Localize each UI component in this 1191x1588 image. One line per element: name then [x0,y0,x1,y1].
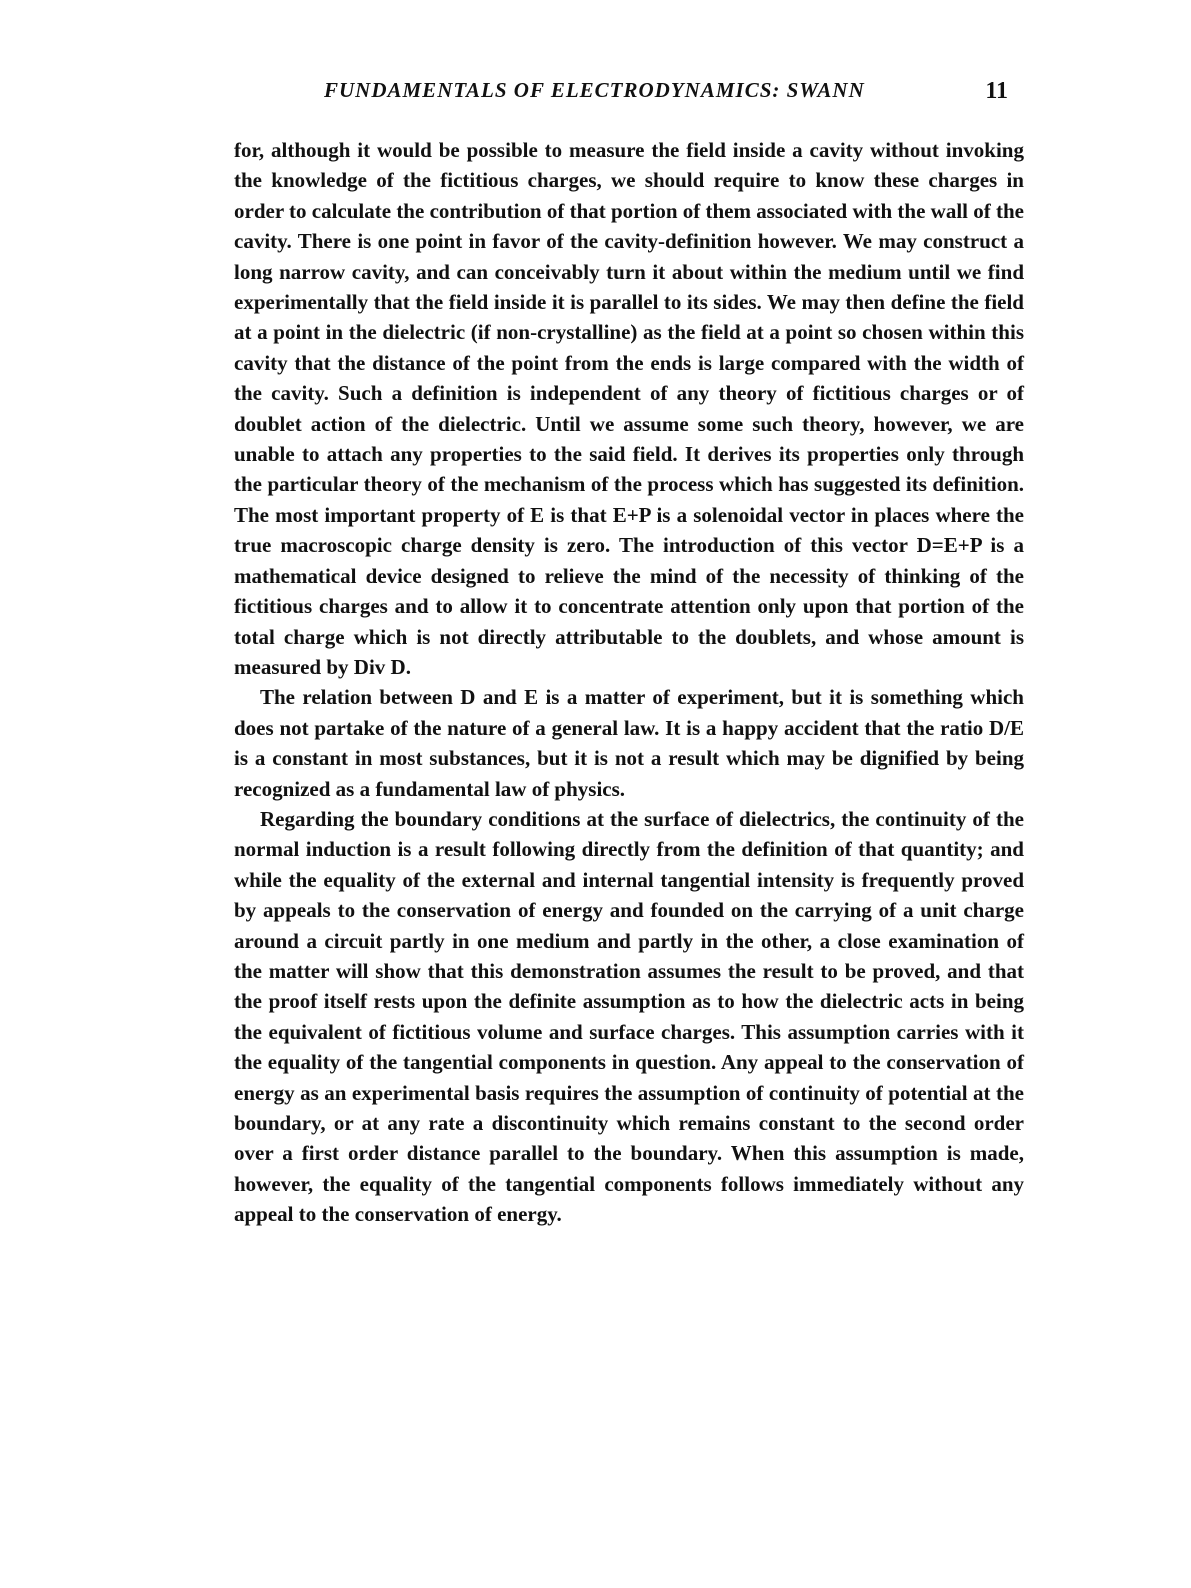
body-text [234,135,1024,1230]
paragraph-d-e-relation: The relation between D and E is a matter of experiment, but it is something which does not partake of the nature of a general law. It is a happy accident that the ratio D/E is a constant in most substances, but it is not a result which may be dignified by being recognized as a fundamental law of physics. [234,685,1024,801]
running-head [236,78,1026,112]
paragraph-continued: for, although it would be possible to measure the field inside a cavity without invoking the knowledge of the fictitious charges, we should require to know these charges in order to calculate the contribution of that portion of them associated with the wall of the cavity. There is one point in favor of the cavity-definition however. We may construct a long narrow cavity, and can conceivably turn it about within the medium until we find experimentally that the field inside it is parallel to its sides. We may then define the field at a point in the dielectric (if non-crystalline) as the field at a point so chosen within this cavity that the distance of the point from the ends is large compared with the width of the cavity. Such a definition is independent of any theory of fictitious charges or of doublet action of the dielectric. Until we assume some such theory, however, we are unable to attach any properties to the said field. It derives its properties only through the particular theory of the mechanism of the process which has suggested its definition. The most important property of E is that E+P is a solenoidal vector in places where the true macroscopic charge density is zero. The introduction of this vector D=E+P is a mathematical device designed to relieve the mind of the necessity of thinking of the fictitious charges and to allow it to concentrate attention only upon that portion of the total charge which is not directly attributable to the doublets, and whose amount is measured by Div D. [234,138,1024,679]
running-title: FUNDAMENTALS OF ELECTRODYNAMICS: SWANN [324,78,865,102]
page-number: 11 [985,78,1008,104]
paragraph-boundary-conditions: Regarding the boundary conditions at the surface of dielectrics, the continuity of the normal induction is a result following directly from the definition of that quantity; and while the equality of the external and internal tangential intensity is frequently proved by appeals to the conservation of energy and founded on the carrying of a unit charge around a circuit partly in one medium and partly in the other, a close examination of the matter will show that this demonstration assumes the result to be proved, and that the proof itself rests upon the definite assumption as to how the dielectric acts in being the equivalent of fictitious volume and surface charges. This assumption carries with it the equality of the tangential components in question. Any appeal to the conservation of energy as an experimental basis requires the assumption of continuity of potential at the boundary, or at any rate a discontinuity which remains constant to the second order over a first order distance parallel to the boundary. When this assumption is made, however, the equality of the tangential components follows immediately without any appeal to the conservation of energy. [234,806,1024,1227]
